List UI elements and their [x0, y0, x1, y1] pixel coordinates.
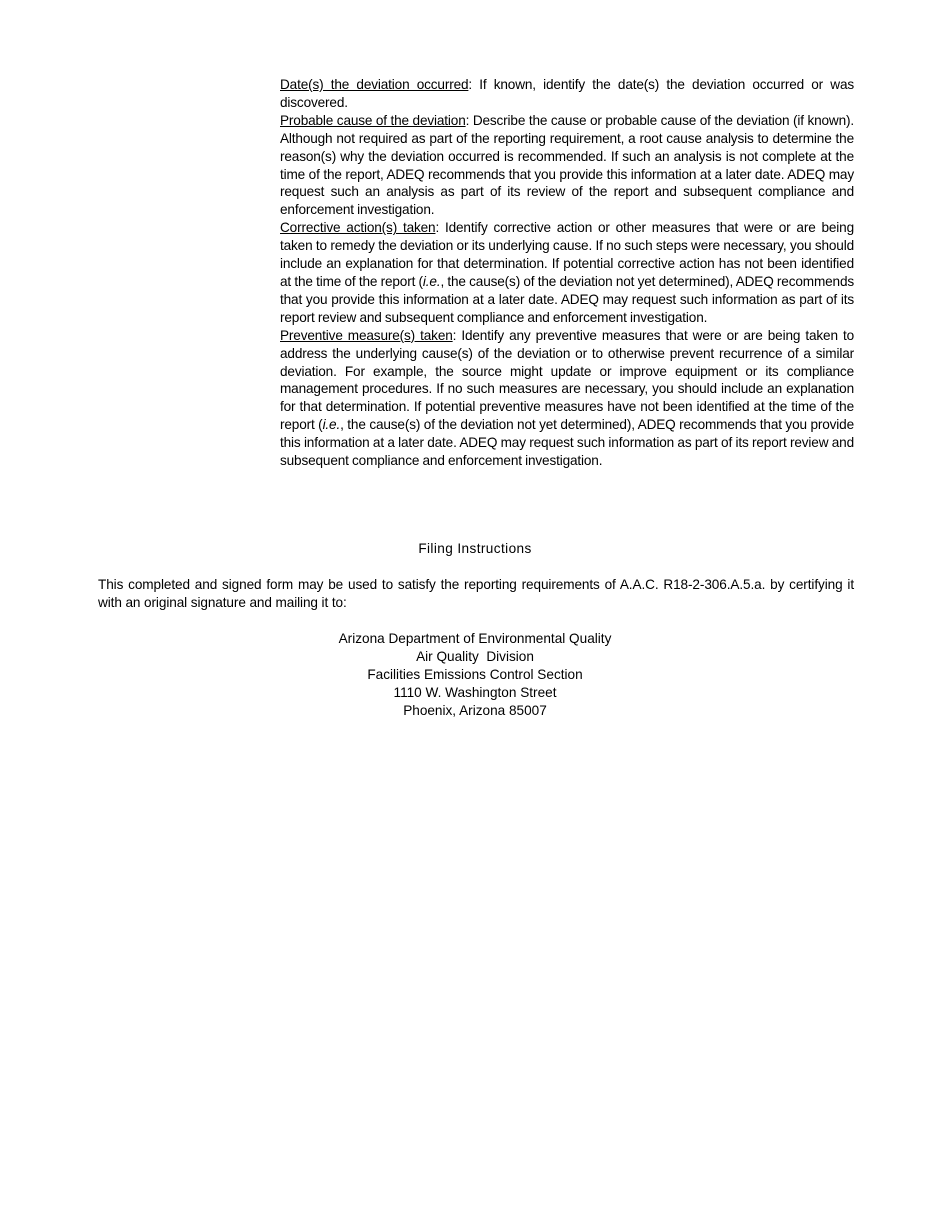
mailing-address: [0, 630, 950, 720]
instruction-corrective-action: [280, 219, 854, 326]
text-date-occurred: : If known, identify the date(s) the deviation occurred or was discovered.: [280, 77, 855, 110]
text-preventive-measures-part1: : Identify any preventive measures that were or are being taken to address the underlying cause(s) of the deviation or to otherwise prevent recurrence of a similar deviation. For example, the source might update or improve equipment or its compliance management procedures. If no such measures are necessary, you should include an explanation for that determination. If potential preventive measures have not been identified at the time of the report (: [280, 327, 854, 433]
deviation-report-instructions: [280, 76, 854, 470]
text-corrective-action-part2: , the cause(s) of the deviation not yet determined), ADEQ recommends that you provide this information at a later date. ADEQ may request such information as part of its report review and subsequent compliance and enforcement investigation.: [280, 273, 854, 325]
instruction-preventive-measures: [280, 327, 854, 470]
text-corrective-action-part1: : Identify corrective action or other measures that were or are being taken to remedy the deviation or its underlying cause. If no such steps were necessary, you should include an explanation for that determination. If potential corrective action has not been identified at the time of the report (: [280, 220, 854, 289]
instruction-date-occurred: [280, 76, 854, 112]
address-line-city: Phoenix, Arizona 85007: [403, 702, 547, 718]
address-line-division: Air Quality Division: [416, 648, 534, 664]
instruction-probable-cause: [280, 112, 854, 219]
address-line-street: 1110 W. Washington Street: [393, 684, 557, 700]
heading-corrective-action: Corrective action(s) taken: [280, 220, 436, 236]
heading-probable-cause: Probable cause of the deviation: [280, 112, 466, 128]
filing-instructions-body: This completed and signed form may be used to satisfy the reporting requirements of A.A.C. R18-2-306.A.5.a. by certifying it with an original signature and mailing it to:: [98, 577, 854, 610]
heading-preventive-measures: Preventive measure(s) taken: [280, 327, 453, 343]
italic-ie-corrective: i.e.: [422, 273, 441, 289]
address-line-agency: Arizona Department of Environmental Quality: [338, 631, 612, 646]
filing-instructions-title: Filing Instructions: [418, 541, 532, 556]
text-probable-cause: : Describe the cause or probable cause of the deviation (if known). Although not required as part of the reporting requirement, a root cause analysis to determine the reason(s) why the deviation occurred is recommended. If such an analysis is not complete at the time of the report, ADEQ recommends that you provide this information at a later date. ADEQ may request such an analysis as part of its review of the report and subsequent compliance and enforcement investigation.: [280, 112, 854, 218]
heading-date-occurred: Date(s) the deviation occurred: [280, 77, 469, 92]
text-preventive-measures-part2: , the cause(s) of the deviation not yet determined), ADEQ recommends that you provide this information at a later date. ADEQ may request such information as part of its report review and subsequent compliance and enforcement investigation.: [280, 417, 854, 469]
address-line-section: Facilities Emissions Control Section: [367, 666, 583, 682]
italic-ie-preventive: i.e.: [322, 417, 341, 433]
